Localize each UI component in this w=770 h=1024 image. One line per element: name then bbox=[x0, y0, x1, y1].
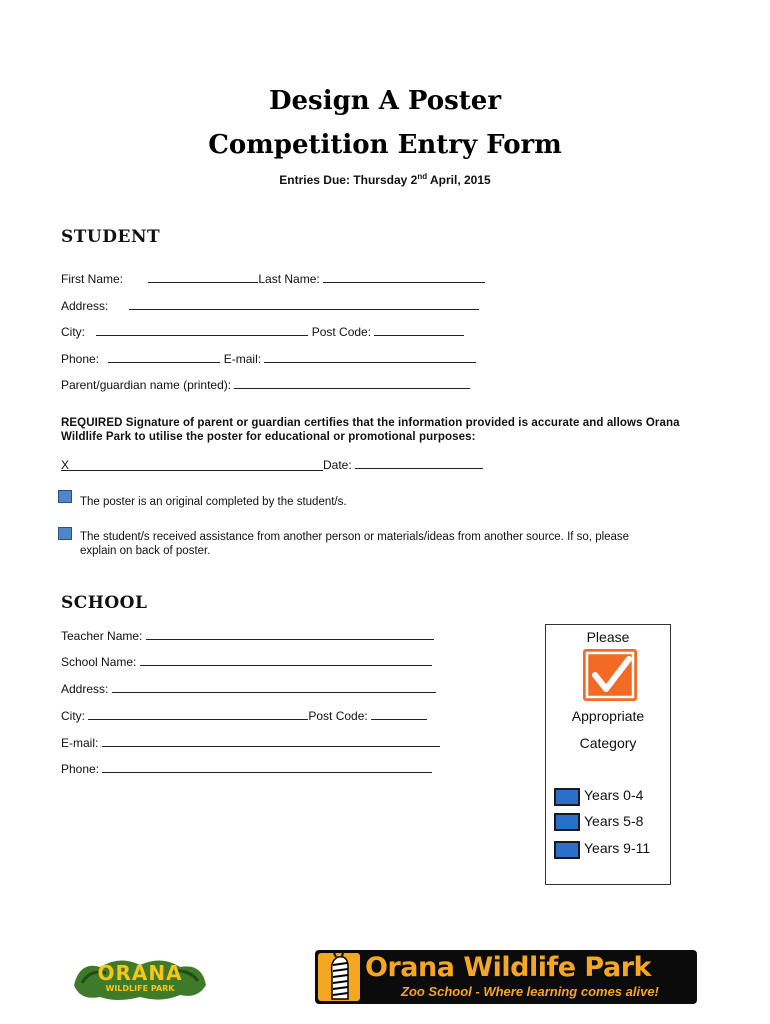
school-email-label: E-mail: bbox=[61, 736, 99, 750]
form-title-line2: Competition Entry Form bbox=[208, 130, 562, 160]
phone-label: Phone: bbox=[61, 352, 100, 366]
post-code-field[interactable] bbox=[374, 323, 464, 336]
address-row bbox=[61, 297, 479, 313]
student-heading: STUDENT bbox=[61, 227, 161, 247]
banner-tagline: Zoo School - Where learning comes alive! bbox=[401, 984, 659, 999]
address-field[interactable] bbox=[129, 297, 479, 310]
school-city-row bbox=[61, 707, 427, 723]
original-checkbox[interactable] bbox=[58, 490, 72, 503]
category-appropriate: Appropriate bbox=[571, 708, 645, 724]
address-label: Address: bbox=[61, 299, 109, 313]
original-declaration: The poster is an original completed by the student/s. bbox=[80, 496, 347, 508]
school-heading: SCHOOL bbox=[61, 593, 148, 613]
years-9-11-label: Years 9-11 bbox=[584, 840, 651, 856]
post-code-label: Post Code: bbox=[311, 325, 372, 339]
teacher-name-label: Teacher Name: bbox=[61, 629, 143, 643]
school-phone-row bbox=[61, 760, 432, 776]
signature-requirement: REQUIRED Signature of parent or guardian certifies that the information provided is accurate and allows Orana Wildlife Park to utilise the poster for educational or promotional purposes: bbox=[61, 417, 680, 443]
school-city-label: City: bbox=[61, 709, 85, 723]
city-postcode-row bbox=[61, 323, 464, 339]
parent-name-label: Parent/guardian name (printed): bbox=[61, 378, 232, 392]
entries-due-suffix: April, 2015 bbox=[427, 173, 491, 187]
school-post-code-label: Post Code: bbox=[308, 709, 368, 723]
teacher-row bbox=[61, 627, 434, 643]
school-phone-field[interactable] bbox=[102, 760, 432, 773]
years-0-4-label: Years 0-4 bbox=[584, 787, 644, 803]
phone-field[interactable] bbox=[108, 350, 220, 363]
school-email-row bbox=[61, 734, 440, 750]
school-address-label: Address: bbox=[61, 682, 109, 696]
category-please: Please bbox=[586, 629, 630, 645]
checkmark-icon bbox=[583, 649, 637, 701]
orana-logo bbox=[70, 955, 210, 1003]
entries-due-sup: nd bbox=[417, 172, 428, 181]
years-5-8-checkbox[interactable] bbox=[554, 813, 580, 831]
category-panel bbox=[545, 624, 671, 885]
signature-row bbox=[61, 456, 483, 472]
signature-field[interactable] bbox=[61, 458, 323, 471]
entries-due bbox=[0, 172, 770, 187]
date-label: Date: bbox=[323, 458, 352, 472]
years-9-11-checkbox[interactable] bbox=[554, 841, 580, 859]
teacher-name-field[interactable] bbox=[146, 627, 434, 640]
assistance-declaration-line2: explain on back of poster. bbox=[80, 545, 211, 557]
first-name-field[interactable] bbox=[148, 270, 258, 283]
first-last-name-row bbox=[61, 270, 485, 286]
category-label: Category bbox=[579, 735, 637, 751]
zoo-school-banner bbox=[315, 950, 697, 1004]
orana-logo-subtext: WILDLIFE PARK bbox=[105, 984, 175, 993]
school-address-row bbox=[61, 680, 436, 696]
city-label: City: bbox=[61, 325, 85, 339]
date-field[interactable] bbox=[355, 456, 483, 469]
school-phone-label: Phone: bbox=[61, 762, 100, 776]
phone-email-row bbox=[61, 350, 476, 366]
email-field[interactable] bbox=[264, 350, 476, 363]
zebra-icon bbox=[318, 953, 360, 1001]
school-name-field[interactable] bbox=[140, 653, 432, 666]
school-email-field[interactable] bbox=[102, 734, 440, 747]
banner-name: Orana Wildlife Park bbox=[365, 952, 651, 983]
orana-logo-text: ORANA bbox=[97, 961, 183, 985]
years-5-8-label: Years 5-8 bbox=[584, 813, 644, 829]
assistance-declaration-line1: The student/s received assistance from another person or materials/ideas from another source. If so, please bbox=[80, 531, 630, 543]
parent-name-row bbox=[61, 376, 470, 392]
last-name-field[interactable] bbox=[323, 270, 485, 283]
assistance-checkbox[interactable] bbox=[58, 527, 72, 540]
city-field[interactable] bbox=[96, 323, 308, 336]
signature-x: X bbox=[61, 458, 70, 472]
school-name-label: School Name: bbox=[61, 655, 137, 669]
school-post-code-field[interactable] bbox=[371, 707, 427, 720]
school-name-row bbox=[61, 653, 432, 669]
entries-due-text: Entries Due: Thursday 2 bbox=[279, 173, 418, 187]
last-name-label: Last Name: bbox=[258, 272, 320, 286]
email-label: E-mail: bbox=[223, 352, 262, 366]
school-address-field[interactable] bbox=[112, 680, 436, 693]
form-title-line1: Design A Poster bbox=[268, 86, 502, 116]
school-city-field[interactable] bbox=[88, 707, 308, 720]
years-0-4-checkbox[interactable] bbox=[554, 788, 580, 806]
parent-name-field[interactable] bbox=[234, 376, 470, 389]
first-name-label: First Name: bbox=[61, 272, 124, 286]
